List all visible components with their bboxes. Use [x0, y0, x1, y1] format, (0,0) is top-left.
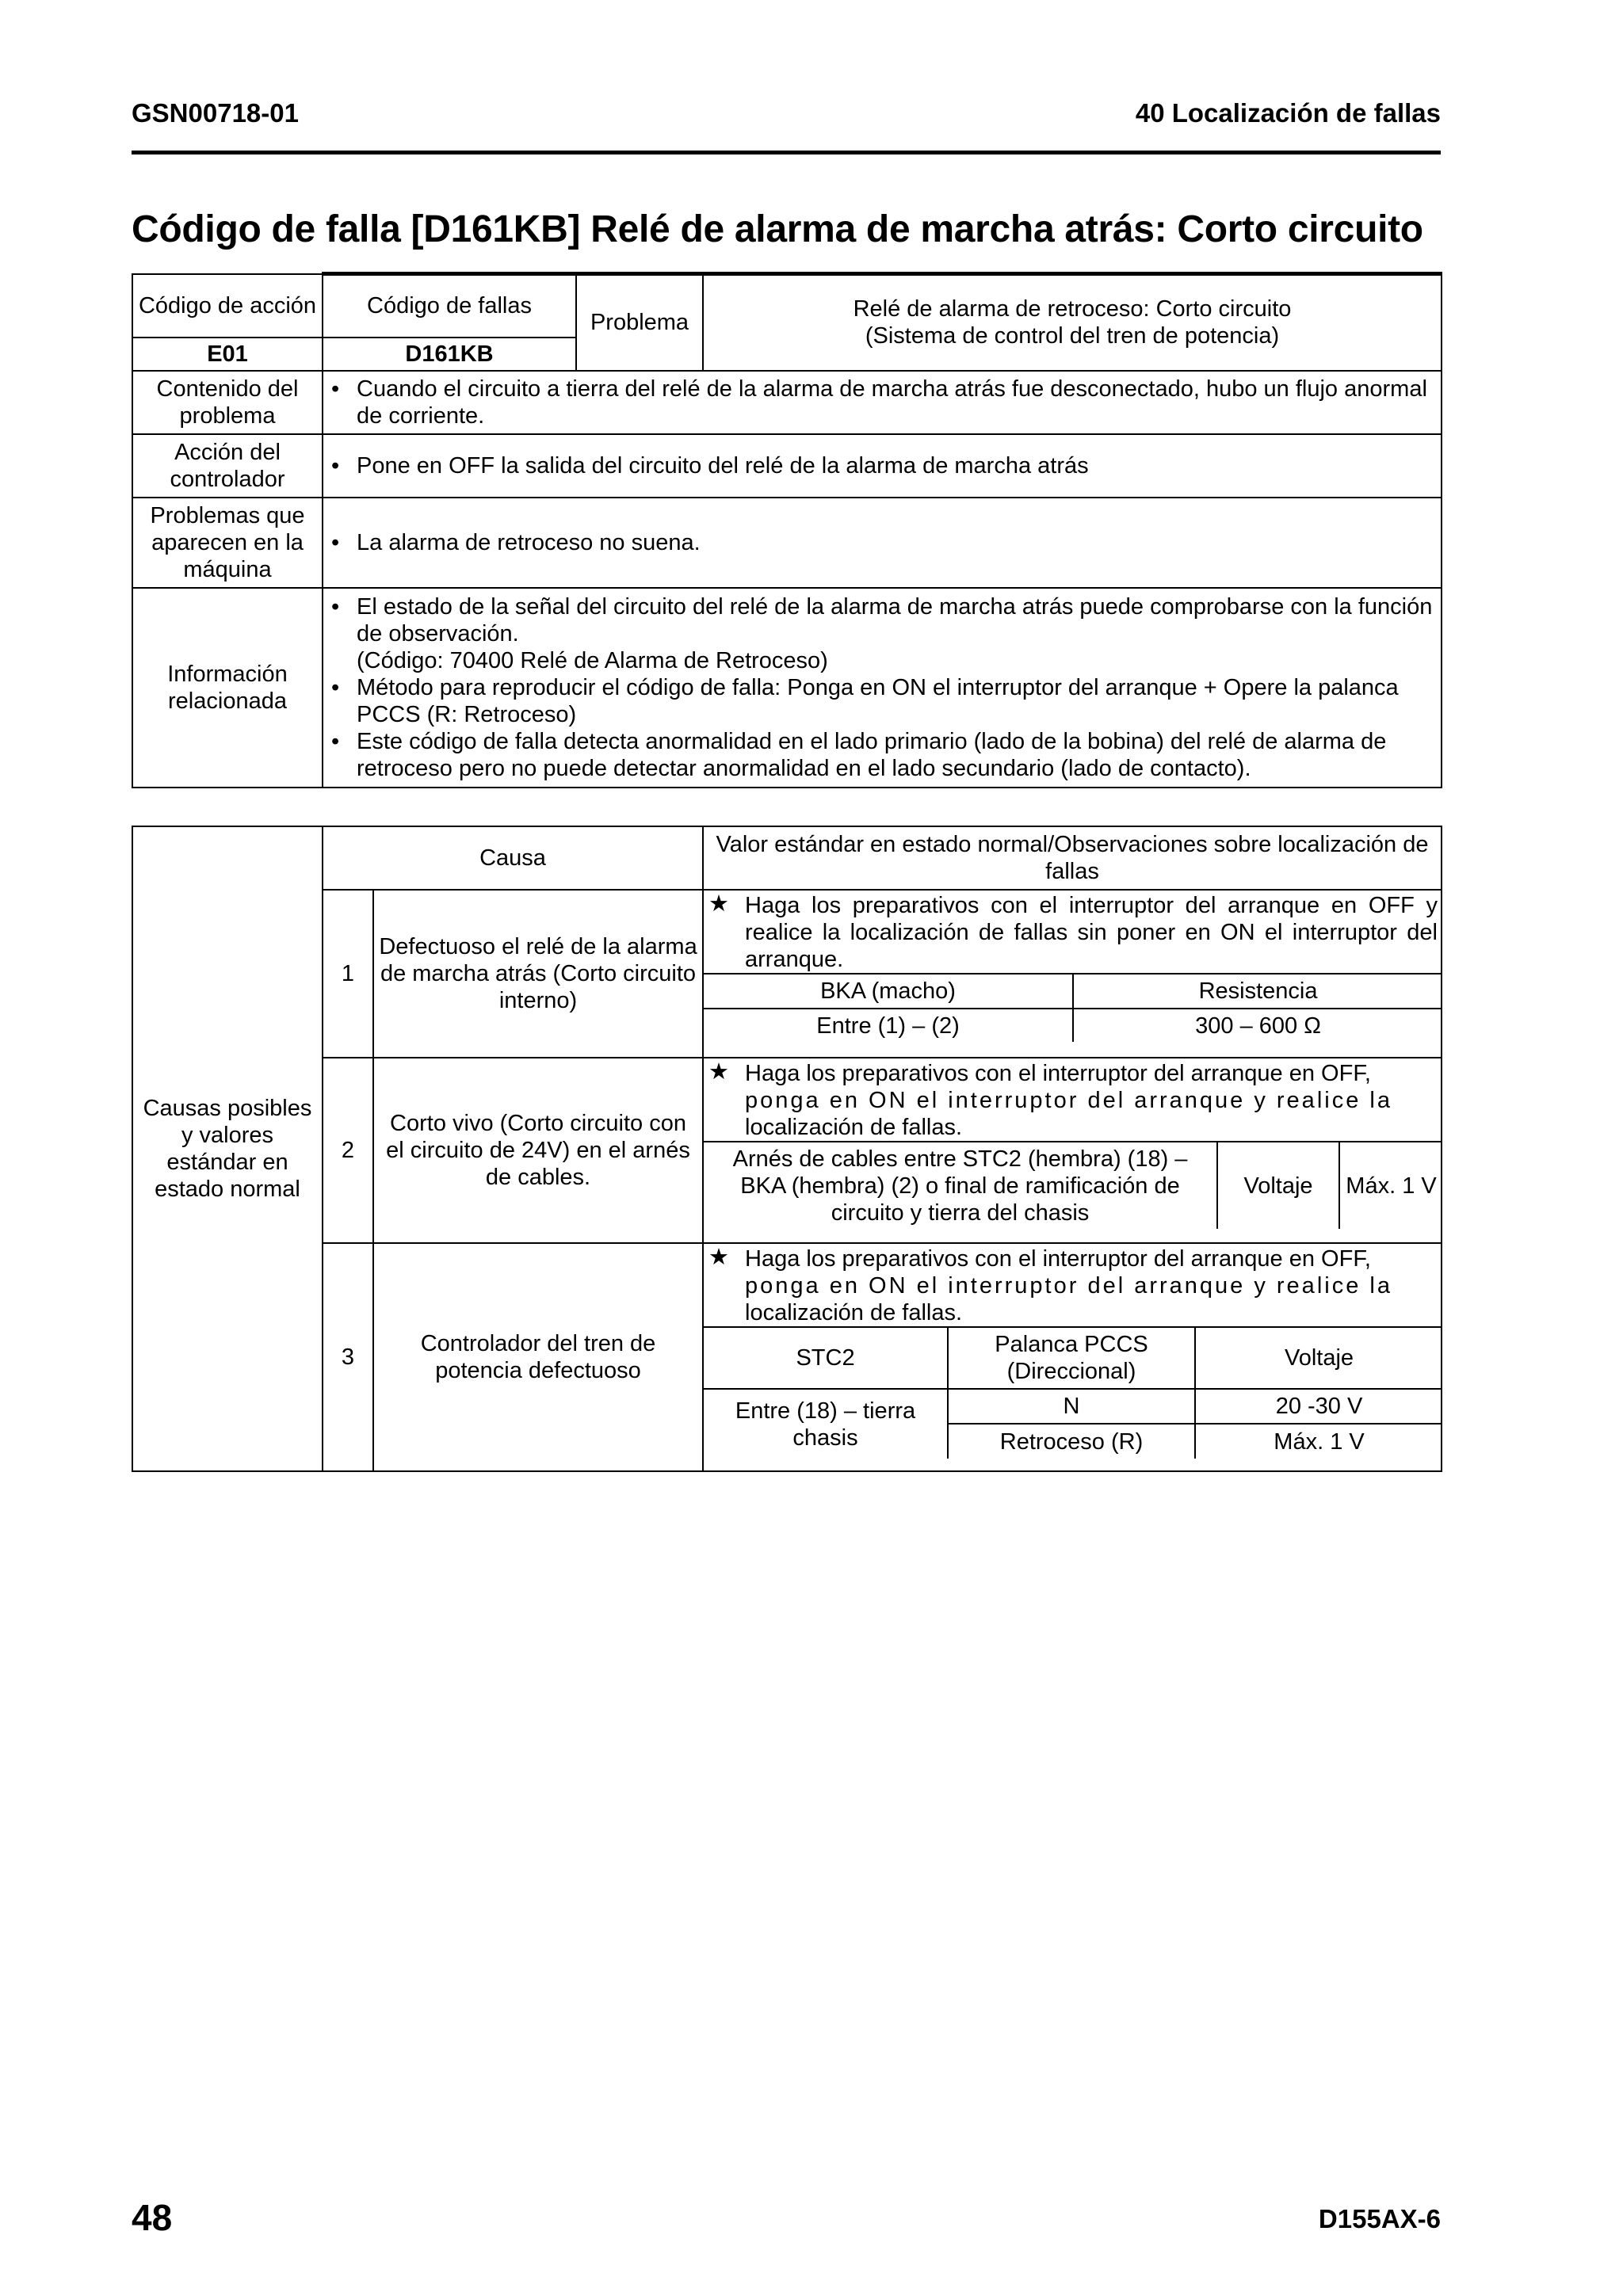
cause-note: ★ Haga los preparativos con el interruptor del arranque en OFF y realice la localización de fallas sin poner en ON el interruptor del arranque. — [708, 891, 1438, 972]
row-label-accion: Acción del controlador — [132, 434, 323, 498]
page-title: Código de falla [D161KB] Relé de alarma de marcha atrás: Corto circuito — [132, 208, 1423, 250]
problem-description — [703, 274, 1442, 371]
row-label-informacion: Información relacionada — [132, 588, 323, 788]
measure-cell: N — [948, 1389, 1195, 1424]
bullet-item: • Pone en OFF la salida del circuito del relé de la alarma de marcha atrás — [328, 452, 1436, 479]
doc-code: GSN00718-01 — [132, 98, 299, 128]
measurement-table — [704, 973, 1442, 1042]
cause-note: ★ Haga los preparativos con el interruptor del arranque en OFF, ponga en ON el interruptor del arranque y realice la localización de fallas. — [708, 1245, 1392, 1325]
row-content-problemas — [323, 498, 1442, 588]
cause-note: ★ Haga los preparativos con el interruptor del arranque en OFF, ponga en ON el interruptor del arranque y realice la localización de fallas. — [708, 1059, 1392, 1140]
section-title: 40 Localización de fallas — [1135, 98, 1441, 128]
bullet-item: • El estado de la señal del circuito del relé de la alarma de marcha atrás puede comprobarse con la función de observación. (Código: 70400 Relé de Alarma de Retroceso) — [328, 593, 1436, 674]
cause-number: 2 — [323, 1058, 373, 1243]
cause-text: Controlador del tren de potencia defectuoso — [373, 1243, 703, 1471]
header-rule — [132, 151, 1441, 154]
measure-header: STC2 — [704, 1327, 948, 1389]
star-icon: ★ — [708, 891, 730, 917]
problem-text: Relé de alarma de retroceso: Corto circuito — [853, 296, 1292, 322]
measure-cell: Máx. 1 V — [1195, 1424, 1442, 1459]
bullet-item: • La alarma de retroceso no suena. — [328, 529, 1436, 556]
page-number: 48 — [132, 2197, 173, 2238]
fault-code-label: Código de fallas — [323, 274, 576, 338]
page-header — [132, 98, 1441, 128]
measure-cell: 20 -30 V — [1195, 1389, 1442, 1424]
row-content-contenido — [323, 371, 1442, 434]
cause-table — [132, 826, 1442, 1472]
bullet-item: • Este código de falla detecta anormalidad en el lado primario (lado de la bobina) del relé de alarma de retroceso pero no puede detectar anormalidad en el lado secundario (lado de contacto). — [328, 728, 1436, 782]
action-code: E01 — [132, 338, 323, 371]
action-code-label: Código de acción — [132, 274, 323, 338]
row-label-contenido: Contenido del problema — [132, 371, 323, 434]
row-content-informacion — [323, 588, 1442, 788]
cause-text: Defectuoso el relé de la alarma de marcha atrás (Corto circuito interno) — [373, 890, 703, 1058]
fault-info-table — [132, 272, 1442, 788]
bullet-item: • Cuando el circuito a tierra del relé de la alarma de marcha atrás fue desconectado, hubo un flujo anormal de corriente. — [328, 376, 1436, 429]
measure-header: Voltaje — [1195, 1327, 1442, 1389]
star-icon: ★ — [708, 1059, 730, 1085]
measurement-table — [704, 1141, 1442, 1229]
fault-code: D161KB — [323, 338, 576, 371]
cause-detail — [703, 1243, 1442, 1471]
measure-cell: 300 – 600 Ω — [1073, 1009, 1442, 1042]
measurement-table — [704, 1326, 1442, 1459]
measure-header: Palanca PCCS (Direccional) — [948, 1327, 1195, 1389]
measure-cell: Retroceso (R) — [948, 1424, 1195, 1459]
problem-subtext: (Sistema de control del tren de potencia) — [865, 323, 1280, 349]
measure-between: Entre (18) – tierra chasis — [704, 1389, 948, 1459]
measure-header: BKA (macho) — [704, 974, 1073, 1009]
model-code: D155AX-6 — [1318, 2204, 1441, 2233]
cause-number: 3 — [323, 1243, 373, 1471]
measure-value: Máx. 1 V — [1339, 1142, 1442, 1229]
cause-detail — [703, 890, 1442, 1058]
measure-desc: Arnés de cables entre STC2 (hembra) (18) – BKA (hembra) (2) o final de ramificación de circuito y tierra del chasis — [704, 1142, 1217, 1229]
measure-cell: Entre (1) – (2) — [704, 1009, 1073, 1042]
bullet-item: • Método para reproducir el código de falla: Ponga en ON el interruptor del arranque + Opere la palanca PCCS (R: Retroceso) — [328, 674, 1436, 728]
star-icon: ★ — [708, 1245, 730, 1270]
cause-text: Corto vivo (Corto circuito con el circuito de 24V) en el arnés de cables. — [373, 1058, 703, 1243]
cause-detail — [703, 1058, 1442, 1243]
value-header: Valor estándar en estado normal/Observaciones sobre localización de fallas — [703, 826, 1442, 890]
measure-header: Resistencia — [1073, 974, 1442, 1009]
row-content-accion — [323, 434, 1442, 498]
cause-header: Causa — [323, 826, 703, 890]
cause-side-label: Causas posibles y valores estándar en estado normal — [132, 826, 323, 1471]
problem-label: Problema — [576, 274, 703, 371]
row-label-problemas: Problemas que aparecen en la máquina — [132, 498, 323, 588]
measure-type: Voltaje — [1217, 1142, 1339, 1229]
cause-number: 1 — [323, 890, 373, 1058]
